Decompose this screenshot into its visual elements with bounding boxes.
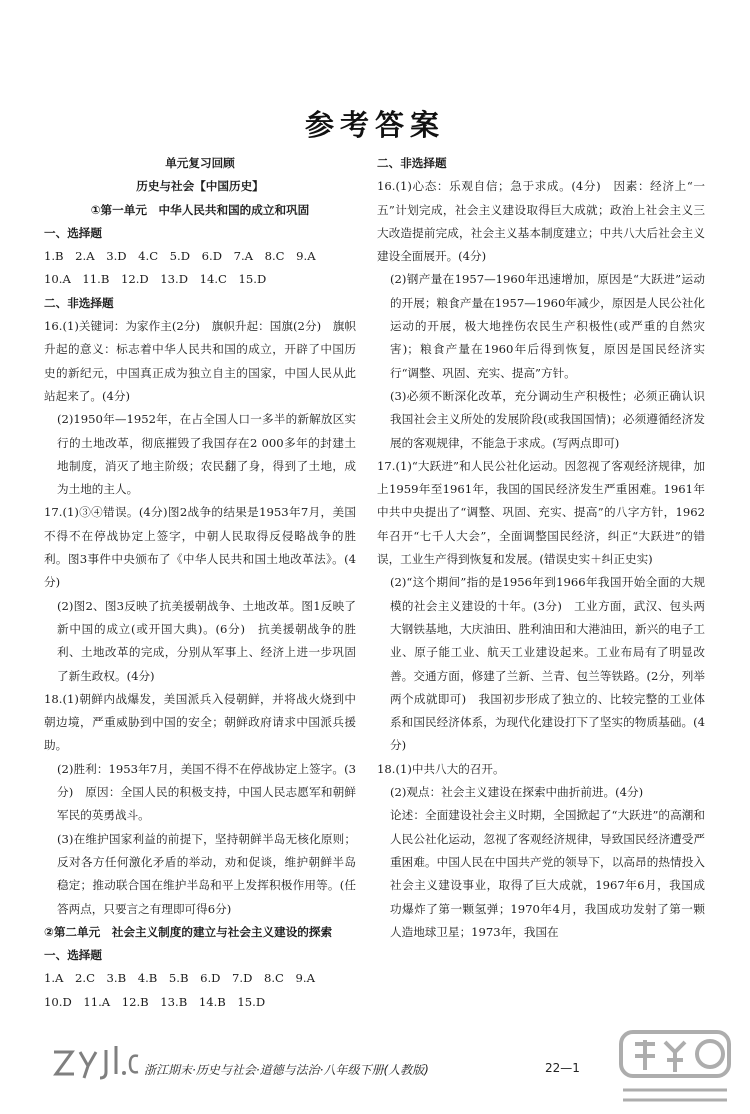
answer-line: (3)必须不断深化改革，充分调动生产积极性；必须正确认识我国社会主义所处的发展阶段(或我国国情)；必须遵循经济发展的客观规律，不能急于求成。(写两点即可) (390, 388, 705, 450)
answer-line: 10.D 11.A 12.B 13.B 14.B 15.D (44, 994, 266, 1009)
answer-line: 1.A 2.C 3.B 4.B 5.B 6.D 7.D 8.C 9.A (44, 971, 315, 986)
zyjl-watermark-logo (50, 1042, 140, 1080)
answer-line: 一、选择题 (44, 225, 102, 240)
answer-line: 论述：全面建设社会主义时期，全国掀起了“大跃进”的高潮和人民公社化运动，忽视了客观经济规律，导致国民经济遭受严重困难。中国人民在中国共产党的领导下，以高昂的热情投入社会主义建设事业，取得了巨大成就，1967年6月，我国成功爆炸了第一颗氢弹；1970年4月，我国成功发射了第一颗人造地球卫星；1973年，我国在 (390, 808, 705, 939)
answer-line: 18.(1)朝鲜内战爆发，美国派兵入侵朝鲜，并将战火烧到中朝边境，严重威胁到中国的安全；朝鲜政府请求中国派兵援助。 (44, 691, 356, 753)
answer-line: 17.(1)“大跃进”和人民公社化运动。因忽视了客观经济规律，加上1959年至1961年，我国的国民经济发生严重困难。1961年中共中央提出了“调整、巩固、充实、提高”的八字方针，1962年召开“七千人大会”，全面调整国民经济，纠正“大跃进”的错误，工业生产得到恢复和发展。(错误史实＋纠正史实) (377, 458, 705, 567)
answer-line: (2)“这个期间”指的是1956年到1966年我国开始全面的大规模的社会主义建设的十年。(3分) 工业方面，武汉、包头两大钢铁基地，大庆油田、胜利油田和大港油田，新兴的电子工业、原子能工业、航天工业建设起来。工业布局有了明显改善。交通方面，修建了兰新、兰青、包兰等铁路。(2分，列举两个成就即可) 我国初步形成了独立的、比较完整的工业体系和国民经济体系，为现代化建设打下了坚实的物质基础。(4分) (390, 575, 705, 753)
answer-line: ①第一单元 中华人民共和国的成立和巩固 (90, 202, 310, 217)
answer-line: 二、非选择题 (377, 156, 447, 170)
answer-line: (2)胜利：1953年7月，美国不得不在停战协定上签字。(3分) 原因：全国人民的积极支持，中国人民志愿军和朝鲜军民的英勇战斗。 (57, 761, 356, 823)
answer-line: 16.(1)关键词：为家作主(2分) 旗帜升起：国旗(2分) 旗帜升起的意义：标志着中华人民共和国的成立，开辟了中国历史的新纪元，中国真正成为独立自主的国家，中国人民从此站起来了。(4分) (44, 319, 356, 403)
answer-line: (2)钢产量在1957—1960年迅速增加，原因是“大跃进”运动的开展；粮食产量在1957—1960年减少，原因是人民公社化运动的开展，极大地挫伤农民生产积极性(或严重的自然灾害)；粮食产量在1960年后得到恢复，原因是国民经济实行“调整、巩固、充实、提高”方针。 (390, 272, 705, 380)
answer-line: (2)观点：社会主义建设在探索中曲折前进。(4分) (390, 785, 644, 800)
answer-line: 单元复习回顾 (165, 156, 235, 170)
answer-line: (2)1950年—1952年，在占全国人口一多半的新解放区实行的土地改革，彻底摧毁了我国存在2 000多年的封建土地制度，消灭了地主阶级；农民翻了身，得到了土地，成为土地的主人。 (57, 412, 356, 497)
answer-line: 1.B 2.A 3.D 4.C 5.D 6.D 7.A 8.C 9.A (44, 249, 316, 264)
left-column (44, 152, 356, 1014)
answer-line: 二、非选择题 (44, 295, 114, 310)
answer-line: 18.(1)中共八大的召开。 (377, 761, 505, 776)
answer-line: (2)图2、图3反映了抗美援朝战争、土地改革。图1反映了新中国的成立(或开国大典)。(6分) 抗美援朝战争的胜利、土地改革的完成，分别从军事上、经济上进一步巩固了新生政权。(4分) (57, 598, 356, 683)
page-number: 22—1 (545, 1061, 580, 1075)
answer-line: 10.A 11.B 12.D 13.D 14.C 15.D (44, 272, 267, 287)
answer-line: ②第二单元 社会主义制度的建立与社会主义建设的探索 (44, 924, 333, 939)
answer-line: 17.(1)③④错误。(4分)图2战争的结果是1953年7月，美国不得不在停战协定上签字，中朝人民取得反侵略战争的胜利。图3事件中央颁布了《中华人民共和国土地改革法》。(4分) (44, 505, 356, 590)
answer-circle-watermark-logo (615, 1026, 735, 1106)
right-column (377, 152, 705, 944)
footer-book-title: 浙江期末·历史与社会·道德与法治·八年级下册(人教版) (144, 1063, 429, 1077)
answer-line: 16.(1)心态：乐观自信；急于求成。(4分) 因素：经济上“一五”计划完成，社会主义建设取得巨大成就；政治上社会主义三大改造提前完成，社会主义基本制度建立；中共八大后社会主义建设全面展开。(4分) (377, 179, 705, 264)
answer-line: 历史与社会【中国历史】 (136, 179, 264, 194)
answer-line: 一、选择题 (44, 948, 102, 963)
answer-line: (3)在维护国家利益的前提下，坚持朝鲜半岛无核化原则；反对各方任何激化矛盾的举动，劝和促谈，维护朝鲜半岛稳定；推动联合国在维护半岛和平上发挥积极作用等。(任答两点，只要言之有理即可得6分) (57, 831, 356, 916)
page-title: 参考答案 (304, 108, 445, 142)
